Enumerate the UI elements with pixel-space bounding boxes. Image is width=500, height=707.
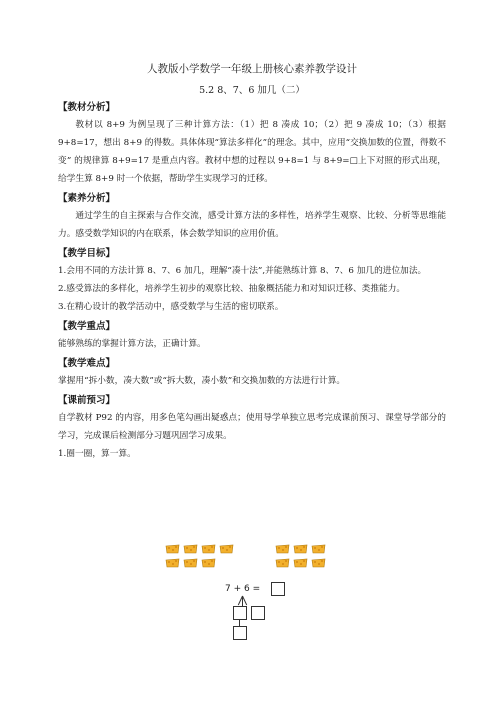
document-subtitle: 5.2 8、7、6 加几（二） xyxy=(199,85,305,96)
document-page xyxy=(58,62,446,463)
cheese-icon[interactable] xyxy=(201,544,216,554)
cheese-icon[interactable] xyxy=(275,544,290,554)
equation-text: 7 + 6 = xyxy=(225,584,261,594)
section-paragraph-textbook: 教材以 8+9 为例呈现了三种计算方法：（1）把 8 凑成 10；（2）把 9 凑成 10；（3）根据 9+8=17，想出 8+9 的得数。具体体现“算法多样化”的理念。其中，应用“交换加数的位置，得数不变” 的规律算 8+9=17 是重点内容。教材中想的过程以 9+8=1 与 8+9=□上下对照的形式出现，给学生算 8+9 时一个依据，帮助学生实现学习的迁移。 xyxy=(58,120,446,184)
split-line xyxy=(239,619,240,626)
cheese-icon[interactable] xyxy=(275,558,290,568)
split-box[interactable] xyxy=(233,626,247,640)
exercise-label: 1.圈一圈，算一算。 xyxy=(58,449,136,459)
section-paragraph-literacy: 通过学生的自主探索与合作交流，感受计算方法的多样性，培养学生观察、比较、分析等思维能力。感受数学知识的内在联系，体会数学知识的应用价值。 xyxy=(58,211,446,239)
cheese-icon[interactable] xyxy=(183,544,198,554)
goal-item: 2.感受算法的多样化，培养学生初步的观察比较、抽象概括能力和对知识迁移、类推能力。 xyxy=(58,284,406,294)
section-heading-preview: 【课前预习】 xyxy=(58,395,116,406)
section-heading-key-point: 【教学重点】 xyxy=(58,321,116,332)
goal-item: 3.在精心设计的教学活动中，感受数学与生活的密切联系。 xyxy=(58,302,284,312)
cheese-icon[interactable] xyxy=(165,558,180,568)
cheese-icon[interactable] xyxy=(201,558,216,568)
goal-item: 1.会用不同的方法计算 8、7、6 加几，理解“凑十法”,并能熟练计算 8、7、6 加几的进位加法。 xyxy=(58,266,427,276)
answer-box[interactable] xyxy=(271,582,285,596)
exercise-figure xyxy=(163,542,343,642)
section-paragraph-difficulty: 掌握用“拆小数，凑大数”或“拆大数，凑小数”和交换加数的方法进行计算。 xyxy=(58,376,346,386)
cheese-icon[interactable] xyxy=(293,558,308,568)
split-box[interactable] xyxy=(251,606,265,620)
cheese-icon[interactable] xyxy=(293,544,308,554)
cheese-icon[interactable] xyxy=(311,558,326,568)
section-heading-goals: 【教学目标】 xyxy=(58,248,116,259)
section-paragraph-key-point: 能够熟练的掌握计算方法，正确计算。 xyxy=(58,339,206,349)
document-title: 人教版小学数学一年级上册核心素养教学设计 xyxy=(147,63,357,75)
section-paragraph-preview: 自学教材 P92 的内容，用多色笔勾画出疑惑点；使用导学单独立思考完成课前预习、课堂导学部分的学习，完成课后检测部分习题巩固学习成果。 xyxy=(58,413,446,441)
cheese-icon[interactable] xyxy=(219,544,234,554)
section-heading-difficulty: 【教学难点】 xyxy=(58,358,116,369)
cheese-icon[interactable] xyxy=(165,544,180,554)
cheese-icon[interactable] xyxy=(183,558,198,568)
split-box[interactable] xyxy=(233,606,247,620)
cheese-icon[interactable] xyxy=(311,544,326,554)
section-heading-textbook: 【教材分析】 xyxy=(58,102,116,113)
section-heading-literacy: 【素养分析】 xyxy=(58,193,116,204)
